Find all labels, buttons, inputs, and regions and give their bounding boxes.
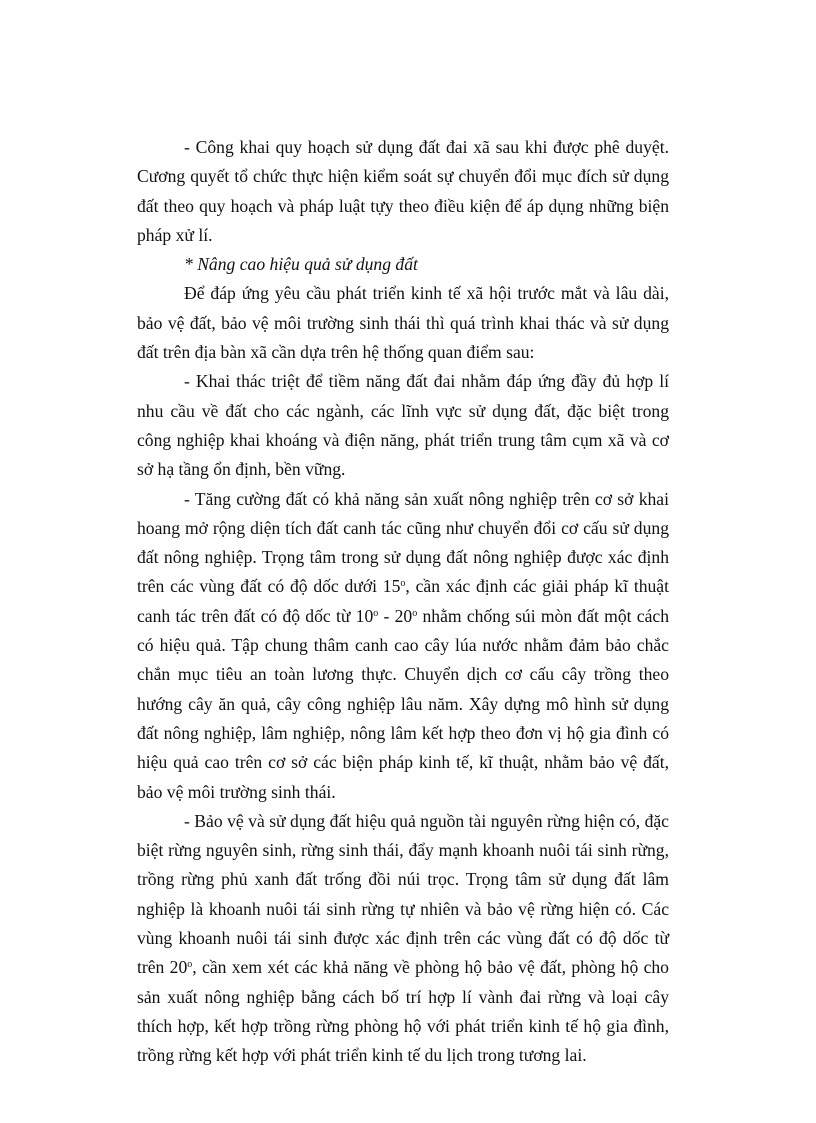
degree-mark: o <box>412 607 418 619</box>
degree-mark: o <box>373 607 379 619</box>
agri-text-part-4: nhằm chống súi mòn đất một cách có hiệu quả. Tập chung thâm canh cao cây lúa nước nhằm đảm bảo chắc chắn mục tiêu an toàn lương thực. Chuyển dịch cơ cấu cây trồng theo hướng cây ăn quả, cây công nghiệp lâu năm. Xây dựng mô hình sử dụng đất nông nghiệp, lâm nghiệp, nông lâm kết hợp theo đơn vị hộ gia đình có hiệu quả cao trên cơ sở các biện pháp kinh tế, kĩ thuật, nhằm bảo vệ đất, bảo vệ môi trường sinh thái. <box>137 605 669 802</box>
paragraph-land-potential: - Khai thác triệt để tiềm năng đất đai nhằm đáp ứng đầy đủ hợp lí nhu cầu về đất cho các ngành, các lĩnh vực sử dụng đất, đặc biệt trong công nghiệp khai khoáng và điện năng, phát triển trung tâm cụm xã và cơ sở hạ tầng ổn định, bền vững. <box>137 371 669 480</box>
degree-mark: o <box>187 959 193 971</box>
paragraph-intro-viewpoints: Để đáp ứng yêu cầu phát triển kinh tế xã hội trước mắt và lâu dài, bảo vệ đất, bảo vệ môi trường sinh thái thì quá trình khai thác và sử dụng đất trên địa bàn xã cần dựa trên hệ thống quan điểm sau: <box>137 283 669 363</box>
document-body <box>137 133 669 1071</box>
paragraph-agricultural-land <box>137 485 669 807</box>
agri-text-part-2: , cần xác định các giải pháp kĩ thuật canh tác trên đất có độ dốc từ 10 <box>137 576 669 626</box>
paragraph-forest-protection <box>137 807 669 1071</box>
degree-mark: o <box>400 578 406 590</box>
agri-text-part-3: - 20 <box>378 605 413 626</box>
forest-text-part-1: - Bảo vệ và sử dụng đất hiệu quả nguồn tài nguyên rừng hiện có, đặc biệt rừng nguyên sinh, rừng sinh thái, đẩy mạnh khoanh nuôi tái sinh rừng, trồng rừng phủ xanh đất trống đồi núi trọc. Trọng tâm sử dụng đất lâm nghiệp là khoanh nuôi tái sinh rừng tự nhiên và bảo vệ rừng hiện có. Các vùng khoanh nuôi tái sinh được xác định trên các vùng đất có độ dốc từ trên 20 <box>137 810 669 978</box>
section-heading-land-use-efficiency: * Nâng cao hiệu quả sử dụng đất <box>184 254 418 275</box>
forest-text-part-2: , cần xem xét các khả năng về phòng hộ bảo vệ đất, phòng hộ cho sản xuất nông nghiệp bằng cách bố trí hợp lí vành đai rừng và loại cây thích hợp, kết hợp trồng rừng phòng hộ với phát triển kinh tế hộ gia đình, trồng rừng kết hợp với phát triển kinh tế du lịch trong tương lai. <box>137 957 669 1066</box>
agri-text-part-1: - Tăng cường đất có khả năng sản xuất nông nghiệp trên cơ sở khai hoang mở rộng diện tích đất canh tác cũng như chuyển đổi cơ cấu sử dụng đất nông nghiệp. Trọng tâm trong sử dụng đất nông nghiệp được xác định trên các vùng đất có độ dốc dưới 15 <box>137 488 669 597</box>
paragraph-land-planning-disclosure: - Công khai quy hoạch sử dụng đất đai xã sau khi được phê duyệt. Cương quyết tổ chức thực hiện kiểm soát sự chuyển đổi mục đích sử dụng đất theo quy hoạch và pháp luật tựy theo điều kiện để áp dụng những biện pháp xử lí. <box>137 137 669 245</box>
